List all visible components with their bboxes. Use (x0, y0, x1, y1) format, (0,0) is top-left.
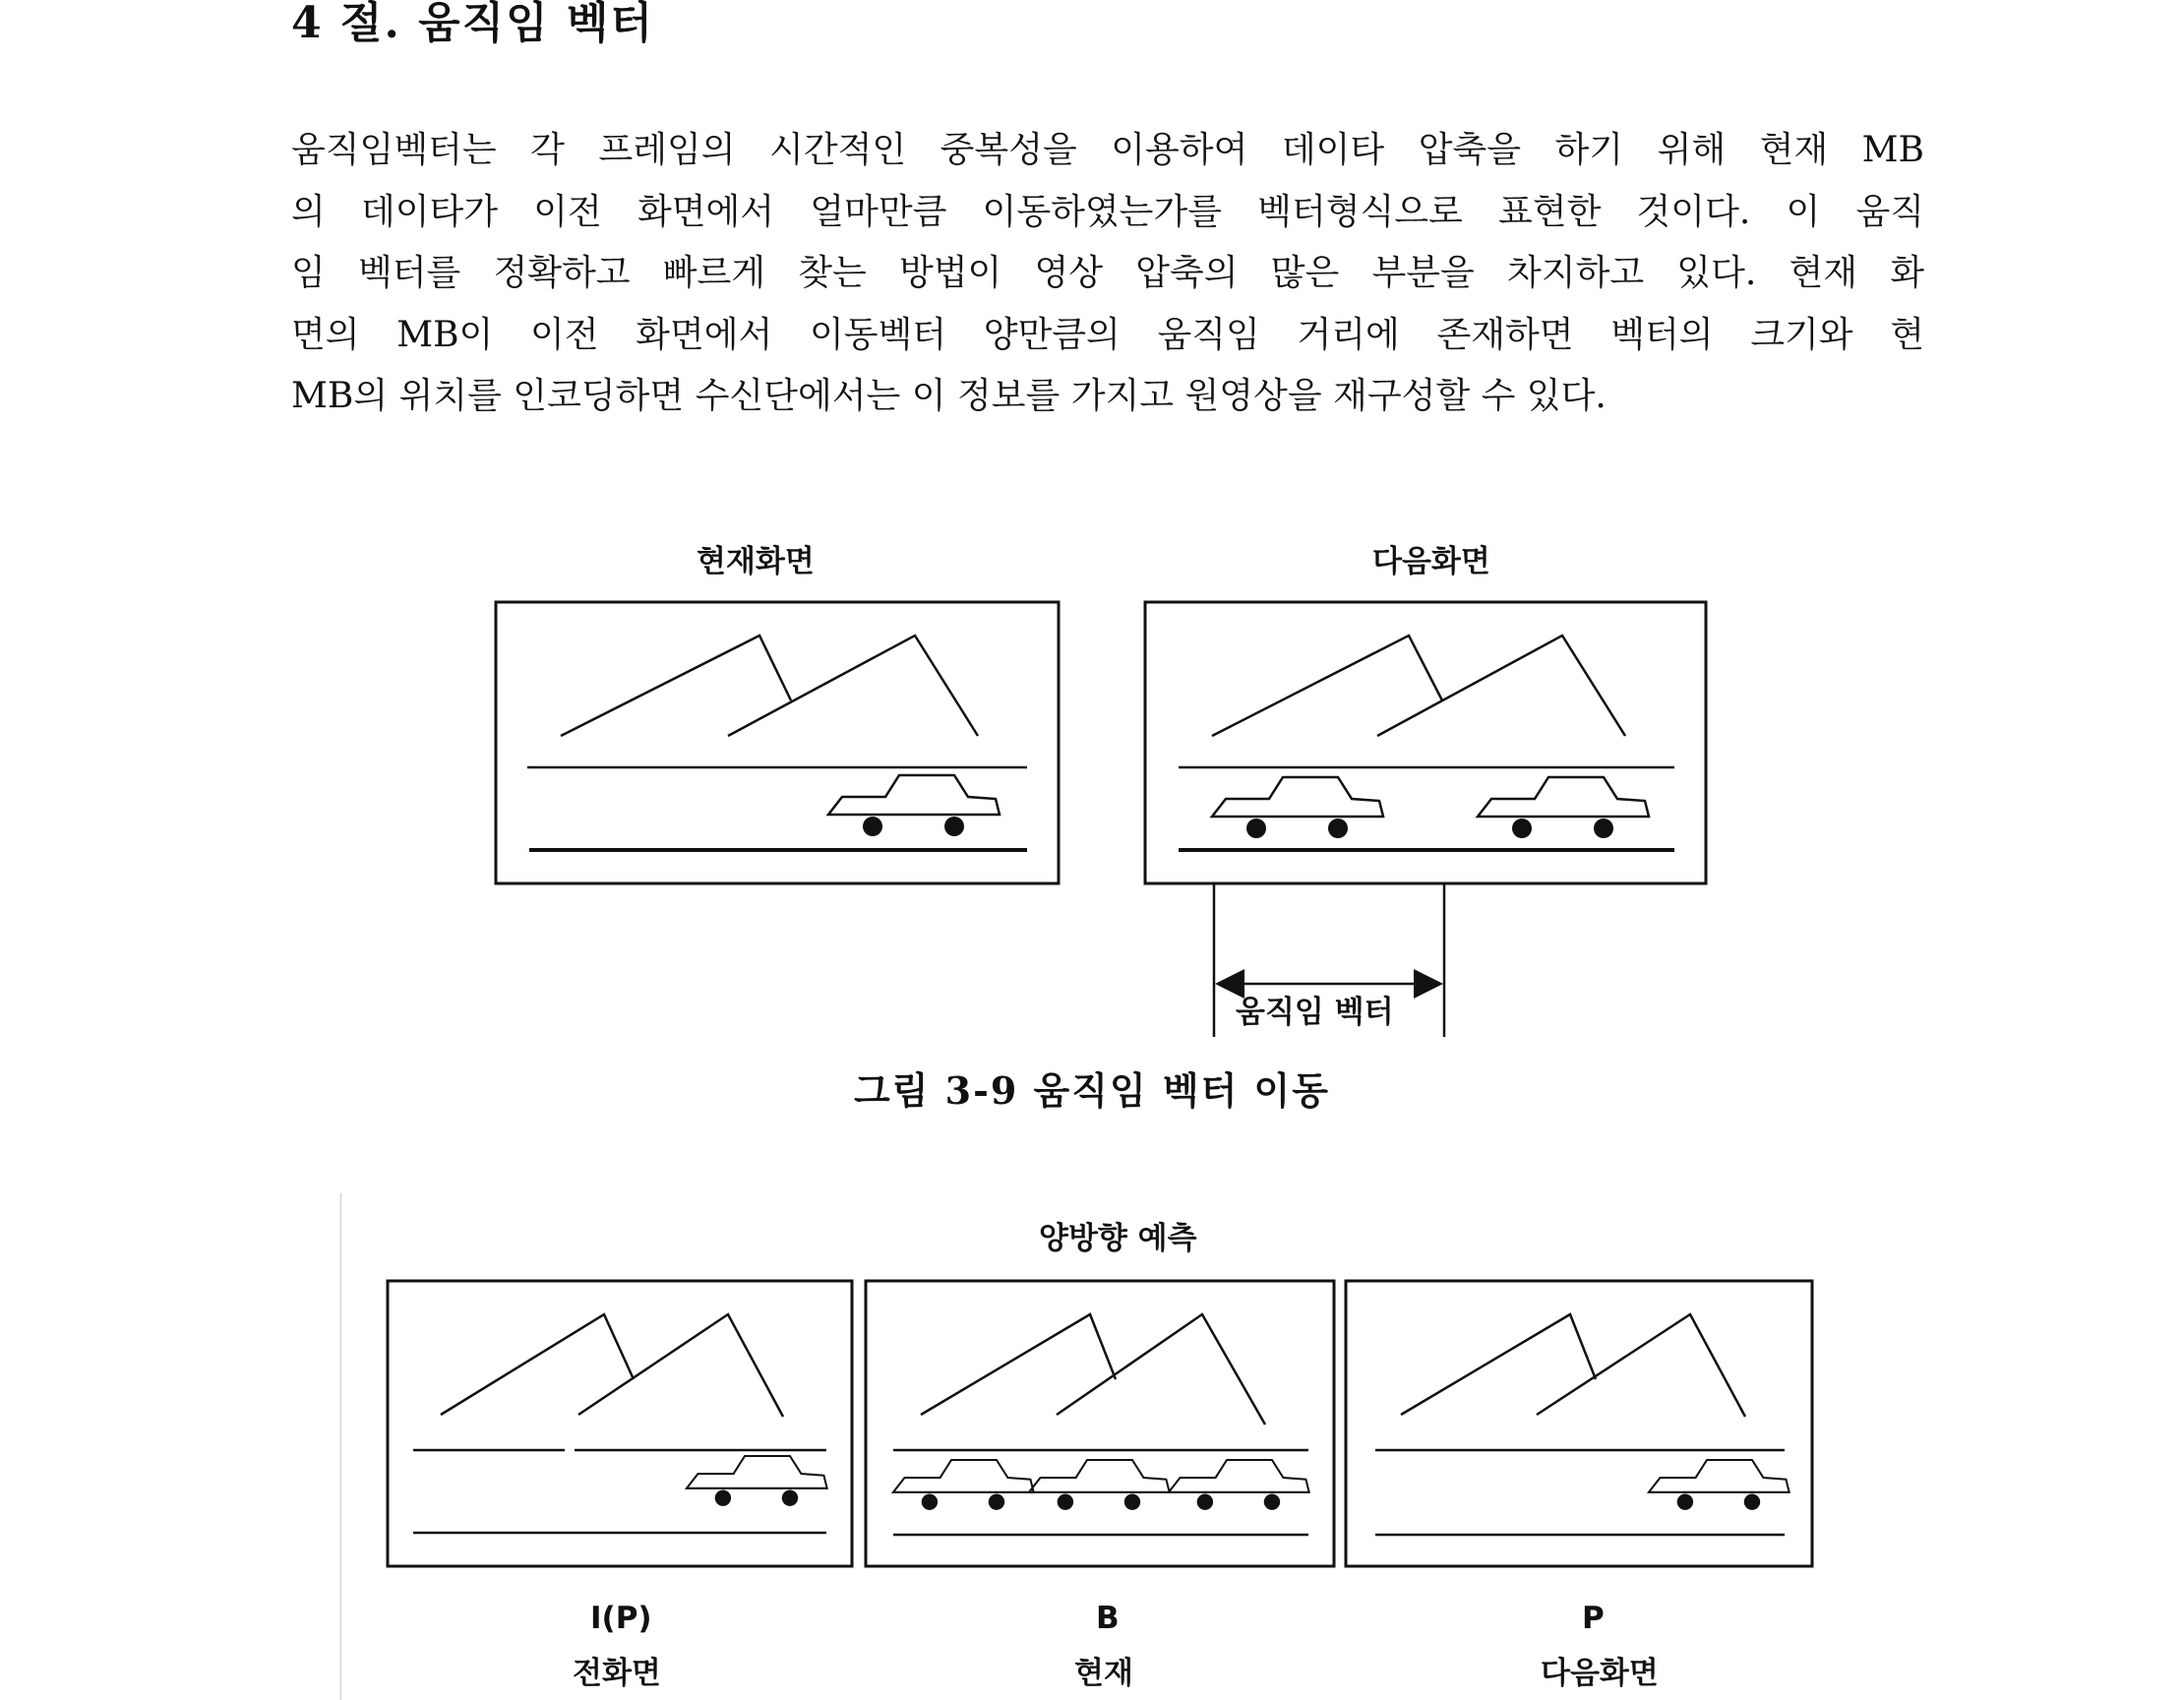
next-p-frame-panel (1346, 1281, 1812, 1566)
car-ghost-icon (1169, 1460, 1309, 1510)
panel-name-label: 다음화면 (1541, 1656, 1659, 1691)
panel-name-label: 전화면 (573, 1656, 661, 1691)
section-title: 4 절. 움직임 벡터 (291, 0, 654, 48)
current-frame-label: 현재화면 (697, 544, 815, 579)
car-icon (1029, 1460, 1170, 1510)
motion-vector-label: 움직임 벡터 (1236, 995, 1394, 1030)
next-frame-label: 다음화면 (1372, 544, 1490, 579)
bidirectional-prediction-title: 양방향 예측 (1039, 1221, 1197, 1256)
paragraph-line: 임 벡터를 정확하고 빠르게 찾는 방법이 영상 압축의 많은 부분을 차지하고 있다. 현재 화 (291, 253, 1924, 293)
paragraph-line: 움직임벡터는 각 프레임의 시간적인 중복성을 이용하여 데이타 압축을 하기 위해 현재 MB (291, 130, 1924, 170)
paragraph-line: 면의 MB이 이전 화면에서 이동벡터 양만큼의 움직임 거리에 존재하면 벡터의 크기와 현 (291, 314, 1924, 355)
panel-type-label: P (1582, 1601, 1605, 1636)
previous-frame-panel (388, 1281, 852, 1566)
paragraph-line: MB의 위치를 인코딩하면 수신단에서는 이 정보를 가지고 원영상을 재구성할 수 있다. (291, 376, 1607, 416)
paragraph-line: 의 데이타가 이전 화면에서 얼마만큼 이동하였는가를 벡터형식으로 표현한 것이다. 이 움직 (291, 191, 1924, 232)
current-b-frame-panel (866, 1281, 1334, 1566)
panel-type-label: I(P) (590, 1601, 652, 1636)
panel-name-label: 현재 (1074, 1656, 1133, 1691)
panel-type-label: B (1096, 1601, 1120, 1636)
car-icon (687, 1456, 827, 1506)
figure-caption: 그림 3-9 움직임 벡터 이동 (854, 1068, 1330, 1113)
car-ghost-icon (893, 1460, 1034, 1510)
car-icon (1649, 1460, 1790, 1510)
